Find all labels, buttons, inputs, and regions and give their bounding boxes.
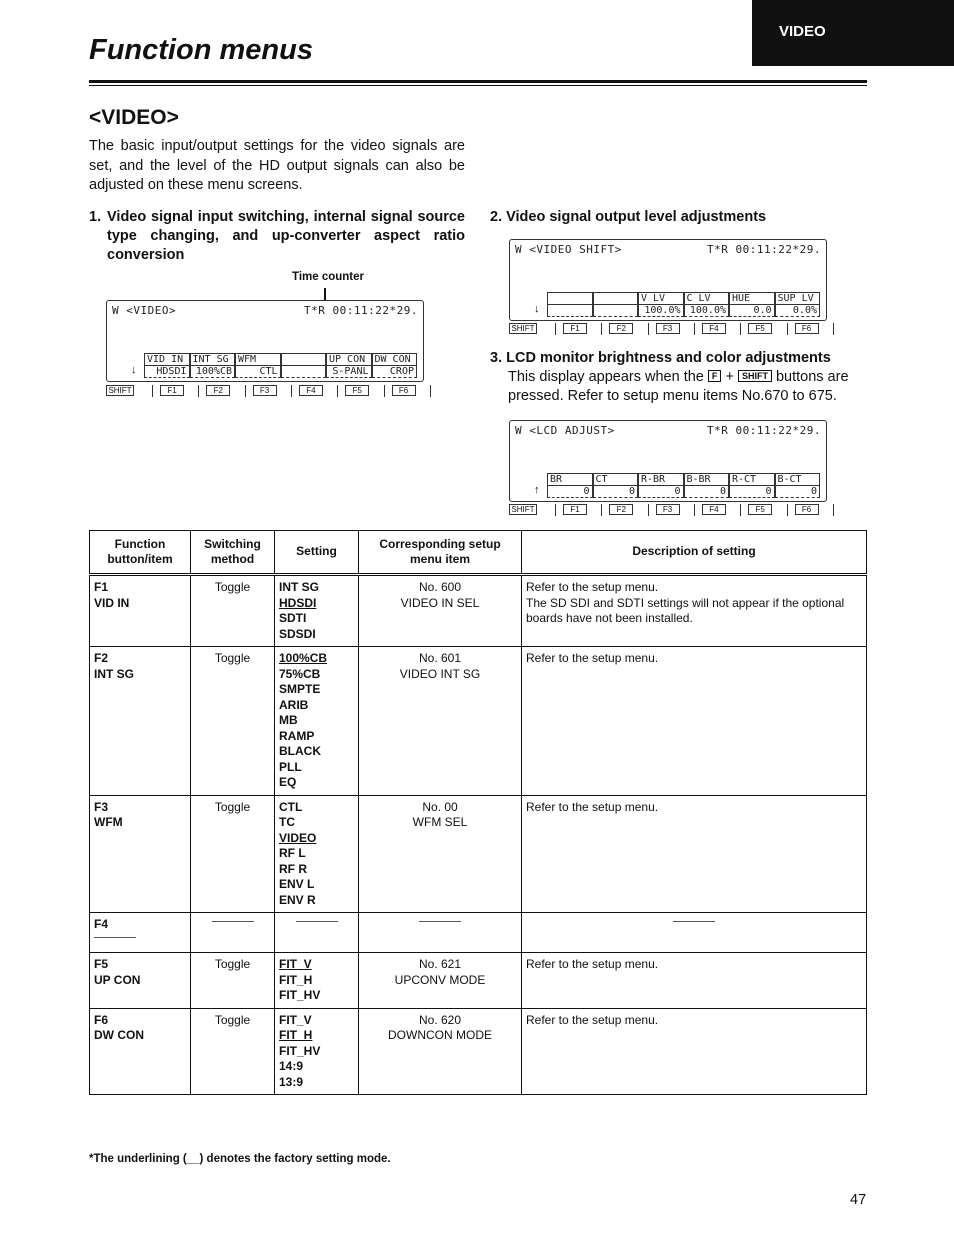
setting-option-text: INT SG <box>279 580 320 594</box>
setting-option-default: HDSDI <box>279 595 317 610</box>
cell-setting <box>275 575 359 647</box>
col-header-description: Description of setting <box>522 531 867 575</box>
lcd-cell: 0.0 <box>729 304 775 317</box>
section-tab-label: VIDEO <box>779 23 826 40</box>
function-key-divider <box>787 323 788 335</box>
shift-key: SHIFT <box>509 323 537 334</box>
setting-option <box>279 957 354 973</box>
section-2-heading: 2. Video signal output level adjustments <box>490 209 767 225</box>
menu-item-name: VIDEO IN SEL <box>400 595 480 610</box>
page-title: Function menus <box>89 34 313 66</box>
setting-option-text: 13:9 <box>279 1074 304 1089</box>
menu-item-number: No. 621 <box>418 957 462 971</box>
section-tab <box>752 0 954 66</box>
function-item-label: WFM <box>94 815 123 829</box>
shift-key-icon: SHIFT <box>738 370 772 382</box>
setting-option-text: FIT_V <box>279 1012 312 1027</box>
lcd-time-counter: T*R 00:11:22*29. <box>707 243 821 256</box>
function-key-divider <box>694 323 695 335</box>
function-key-divider <box>740 323 741 335</box>
cell-description <box>522 795 867 913</box>
function-key-f5: F5 <box>345 385 369 396</box>
function-table <box>89 530 867 1095</box>
setting-option <box>279 1075 354 1091</box>
lcd-header-text: W <VIDEO> <box>112 304 177 317</box>
cell-setting <box>275 795 359 913</box>
lcd-cell: SUP LV <box>775 292 821 305</box>
time-counter-label: Time counter <box>292 271 364 283</box>
lcd-cell: 100%CB <box>190 365 236 378</box>
setting-option <box>279 1059 354 1075</box>
cell-description <box>522 575 867 647</box>
lcd-cell: C LV <box>684 292 730 305</box>
function-key-label: F6 <box>94 1012 109 1027</box>
footnote: *The underlining (__) denotes the factory setting mode. <box>89 1153 391 1165</box>
title-rule <box>89 80 867 83</box>
menu-item-number: No. 620 <box>418 1012 462 1027</box>
setting-option <box>279 862 354 878</box>
lcd-cell: 0 <box>729 485 775 498</box>
section-1-heading <box>89 208 465 265</box>
setting-option-text: ENV L <box>279 877 315 891</box>
setting-option-text: RF L <box>279 846 306 860</box>
cell-description <box>522 647 867 796</box>
cell-setting <box>275 913 359 953</box>
lcd-cell: VID IN <box>144 353 190 366</box>
table-row <box>90 575 867 647</box>
function-key-label: F5 <box>94 957 109 971</box>
setting-option-text: TC <box>279 815 295 829</box>
function-key-divider <box>291 385 292 397</box>
cell-function <box>90 913 191 953</box>
lcd-video-shift-screen <box>509 239 827 321</box>
menu-item-number: No. 600 <box>418 580 462 594</box>
lcd-time-counter: T*R 00:11:22*29. <box>304 304 418 317</box>
function-key-label: F2 <box>94 651 109 665</box>
cell-function <box>90 953 191 1009</box>
function-key-divider <box>601 323 602 335</box>
setting-option-text: SDSDI <box>279 626 316 641</box>
description-line: Refer to the setup menu. <box>526 580 659 594</box>
function-key-divider <box>152 385 153 397</box>
setting-option <box>279 775 354 791</box>
section-1-number: 1. <box>89 209 102 225</box>
col-header-switching: Switching method <box>191 531 275 575</box>
function-item-label: VID IN <box>94 595 130 610</box>
cell-description <box>522 953 867 1009</box>
setting-option <box>279 580 354 596</box>
description-line: Refer to the setup menu. <box>526 1012 659 1027</box>
lcd-cell: WFM <box>235 353 281 366</box>
function-key-f1: F1 <box>563 504 587 515</box>
lcd-video-screen <box>106 300 424 382</box>
description-line: Refer to the setup menu. <box>526 799 659 814</box>
lcd-cell: INT SG <box>190 353 236 366</box>
cell-setting <box>275 647 359 796</box>
lcd-cell: HDSDI <box>144 365 190 378</box>
function-key-f1: F1 <box>160 385 184 396</box>
function-key-f5: F5 <box>748 323 772 334</box>
lcd-cell: UP CON <box>326 353 372 366</box>
setting-option <box>279 831 354 847</box>
function-key-f2: F2 <box>609 323 633 334</box>
cell-switching-method: Toggle <box>191 575 275 647</box>
setting-option-text: MB <box>279 713 298 727</box>
lcd-scroll-arrow-icon: ↓ <box>131 364 137 376</box>
lcd-cell: CT <box>593 473 639 486</box>
page-number: 47 <box>850 1192 867 1208</box>
setting-option <box>279 729 354 745</box>
setting-option-text: SMPTE <box>279 682 321 696</box>
menu-item-number: No. 601 <box>418 651 462 665</box>
cell-function <box>90 575 191 647</box>
lcd-cell-row <box>547 485 820 498</box>
menu-item-number: No. 00 <box>422 799 458 814</box>
setting-option-text: FIT_HV <box>279 988 321 1002</box>
section-heading: <VIDEO> <box>89 106 179 129</box>
function-key-f3: F3 <box>656 323 680 334</box>
lcd-scroll-arrow-icon: ↑ <box>534 484 540 496</box>
table-row <box>90 647 867 796</box>
lcd-cell: B-CT <box>775 473 821 486</box>
function-key-label: F1 <box>94 580 109 594</box>
cell-setting <box>275 1008 359 1095</box>
col-header-setting: Setting <box>275 531 359 575</box>
setting-option <box>279 893 354 909</box>
function-key-divider <box>740 504 741 516</box>
setting-option <box>279 760 354 776</box>
function-key-f6: F6 <box>795 323 819 334</box>
function-key-divider <box>648 504 649 516</box>
lcd-header-text: W <VIDEO SHIFT> <box>515 243 622 256</box>
setting-option-text: EQ <box>279 775 297 789</box>
setting-option-text: PLL <box>279 759 302 774</box>
shift-key: SHIFT <box>509 504 537 515</box>
lcd-cell: CROP <box>372 365 418 378</box>
setting-option <box>279 698 354 714</box>
function-key-f1: F1 <box>563 323 587 334</box>
setting-option-text: CTL <box>279 799 303 814</box>
fkey-row-adjust <box>509 504 825 516</box>
lcd-cell: R-CT <box>729 473 775 486</box>
setting-option <box>279 611 354 627</box>
setting-option-default: FIT_V <box>279 957 312 971</box>
setting-option <box>279 1013 354 1029</box>
description-line: Refer to the setup menu. <box>526 651 659 665</box>
function-key-divider <box>337 385 338 397</box>
shift-key: SHIFT <box>106 385 134 396</box>
intro-paragraph: The basic input/output settings for the video signals are set, and the level of the HD output signals can also be adjusted on these menu screens. <box>89 138 465 193</box>
function-key-divider <box>384 385 385 397</box>
title-rule-thin <box>89 85 867 86</box>
lcd-cell: V LV <box>638 292 684 305</box>
table-row <box>90 913 867 953</box>
cell-menu-item <box>359 575 522 647</box>
table-row <box>90 795 867 913</box>
setting-option-text: 75%CB <box>279 666 321 681</box>
setting-option-text: ENV R <box>279 892 316 907</box>
lcd-cell <box>281 365 327 378</box>
function-key-f4: F4 <box>702 504 726 515</box>
cell-function <box>90 1008 191 1095</box>
empty-dash <box>212 921 254 922</box>
setting-option <box>279 1028 354 1044</box>
function-key-f4: F4 <box>702 323 726 334</box>
lcd-cell: 0 <box>638 485 684 498</box>
menu-item-name: WFM SEL <box>412 815 468 829</box>
cell-description <box>522 913 867 953</box>
function-key-label: F3 <box>94 799 109 814</box>
table-header-row <box>90 531 867 575</box>
function-key-divider <box>601 504 602 516</box>
lcd-cell: 0.0% <box>775 304 821 317</box>
setting-option-text: FIT_H <box>279 972 313 987</box>
cell-switching-method: Toggle <box>191 1008 275 1095</box>
function-key-f2: F2 <box>609 504 633 515</box>
function-key-f3: F3 <box>253 385 277 396</box>
lcd-cell: S-PANL <box>326 365 372 378</box>
setting-option <box>279 596 354 612</box>
description-line: Refer to the setup menu. <box>526 957 659 971</box>
empty-dash <box>296 921 338 922</box>
empty-dash <box>673 921 715 922</box>
function-key-label: F4 <box>94 917 109 931</box>
function-key-f2: F2 <box>206 385 230 396</box>
setting-option-text: BLACK <box>279 744 321 758</box>
function-item-label: UP CON <box>94 972 141 987</box>
cell-menu-item <box>359 953 522 1009</box>
setting-option <box>279 800 354 816</box>
table-row <box>90 1008 867 1095</box>
setting-option-default: 100%CB <box>279 651 328 665</box>
cell-switching-method: Toggle <box>191 647 275 796</box>
setting-option-text: ARIB <box>279 697 309 712</box>
function-key-f3: F3 <box>656 504 680 515</box>
cell-switching-method <box>191 913 275 953</box>
lcd-cell: 100.0% <box>638 304 684 317</box>
section-3-text-pre: This display appears when the <box>508 369 704 385</box>
plus-sign: + <box>725 369 734 385</box>
function-key-divider <box>694 504 695 516</box>
cell-function <box>90 795 191 913</box>
cell-switching-method: Toggle <box>191 795 275 913</box>
empty-dash <box>419 921 461 922</box>
menu-item-name: UPCONV MODE <box>394 972 486 987</box>
lcd-cell: B-BR <box>684 473 730 486</box>
lcd-cell <box>593 304 639 317</box>
lcd-cell-row <box>144 365 417 378</box>
function-key-divider <box>833 323 834 335</box>
f-key-icon: F <box>708 370 722 382</box>
cell-menu-item <box>359 795 522 913</box>
setting-option <box>279 877 354 893</box>
function-key-divider <box>648 323 649 335</box>
function-key-f4: F4 <box>299 385 323 396</box>
col-header-menu-item: Corresponding setup menu item <box>359 531 522 575</box>
setting-option-text: 14:9 <box>279 1059 304 1073</box>
lcd-cell: HUE <box>729 292 775 305</box>
function-key-divider <box>555 323 556 335</box>
setting-option-text: SDTI <box>279 611 307 625</box>
lcd-cell: 0 <box>684 485 730 498</box>
function-key-divider <box>787 504 788 516</box>
lcd-cell: 0 <box>547 485 593 498</box>
cell-switching-method: Toggle <box>191 953 275 1009</box>
lcd-cell <box>547 304 593 317</box>
function-key-divider <box>198 385 199 397</box>
section-1-text: Video signal input switching, internal signal source type changing, and up-converter aspect ratio conversion <box>107 209 465 263</box>
section-3-body <box>508 368 868 406</box>
cell-menu-item <box>359 1008 522 1095</box>
function-key-f6: F6 <box>795 504 819 515</box>
cell-setting <box>275 953 359 1009</box>
setting-option-default: VIDEO <box>279 830 317 845</box>
setting-option <box>279 846 354 862</box>
section-3-heading: 3. LCD monitor brightness and color adjustments <box>490 350 831 366</box>
setting-option <box>279 1044 354 1060</box>
lcd-time-counter: T*R 00:11:22*29. <box>707 424 821 437</box>
table-row <box>90 953 867 1009</box>
section-3-text-post: buttons are pressed. Refer to setup menu items No.670 to 675. <box>508 369 849 404</box>
cell-menu-item <box>359 647 522 796</box>
setting-option <box>279 973 354 989</box>
setting-option <box>279 744 354 760</box>
lcd-cell: 0 <box>593 485 639 498</box>
setting-option-text: RF R <box>279 861 307 876</box>
lcd-adjust-screen <box>509 420 827 502</box>
lcd-cell: BR <box>547 473 593 486</box>
function-key-divider <box>245 385 246 397</box>
description-line: The SD SDI and SDTI settings will not appear if the optional boards have not been installed. <box>526 595 845 625</box>
cell-function <box>90 647 191 796</box>
function-item-label: INT SG <box>94 666 135 681</box>
lcd-scroll-arrow-icon: ↓ <box>534 303 540 315</box>
lcd-cell: CTL <box>235 365 281 378</box>
cell-description <box>522 1008 867 1095</box>
setting-option-default: FIT_H <box>279 1028 313 1042</box>
setting-option-text: FIT_HV <box>279 1043 321 1058</box>
fkey-row-shift <box>509 323 825 335</box>
lcd-cell-row <box>547 304 820 317</box>
col-header-function: Function button/item <box>90 531 191 575</box>
setting-option-text: RAMP <box>279 728 315 743</box>
function-key-f5: F5 <box>748 504 772 515</box>
function-item-label: DW CON <box>94 1028 144 1042</box>
lcd-cell: 100.0% <box>684 304 730 317</box>
setting-option <box>279 815 354 831</box>
setting-option <box>279 667 354 683</box>
setting-option <box>279 627 354 643</box>
setting-option <box>279 651 354 667</box>
lcd-cell: DW CON <box>372 353 418 366</box>
menu-item-name: DOWNCON MODE <box>388 1028 492 1042</box>
setting-option <box>279 682 354 698</box>
empty-dash <box>94 937 136 938</box>
function-key-divider <box>555 504 556 516</box>
menu-item-name: VIDEO INT SG <box>399 666 481 681</box>
fkey-row-video <box>106 385 422 397</box>
lcd-cell: 0 <box>775 485 821 498</box>
setting-option <box>279 713 354 729</box>
function-key-divider <box>430 385 431 397</box>
setting-option <box>279 988 354 1004</box>
lcd-cell: R-BR <box>638 473 684 486</box>
function-key-f6: F6 <box>392 385 416 396</box>
lcd-header-text: W <LCD ADJUST> <box>515 424 615 437</box>
cell-menu-item <box>359 913 522 953</box>
function-key-divider <box>833 504 834 516</box>
